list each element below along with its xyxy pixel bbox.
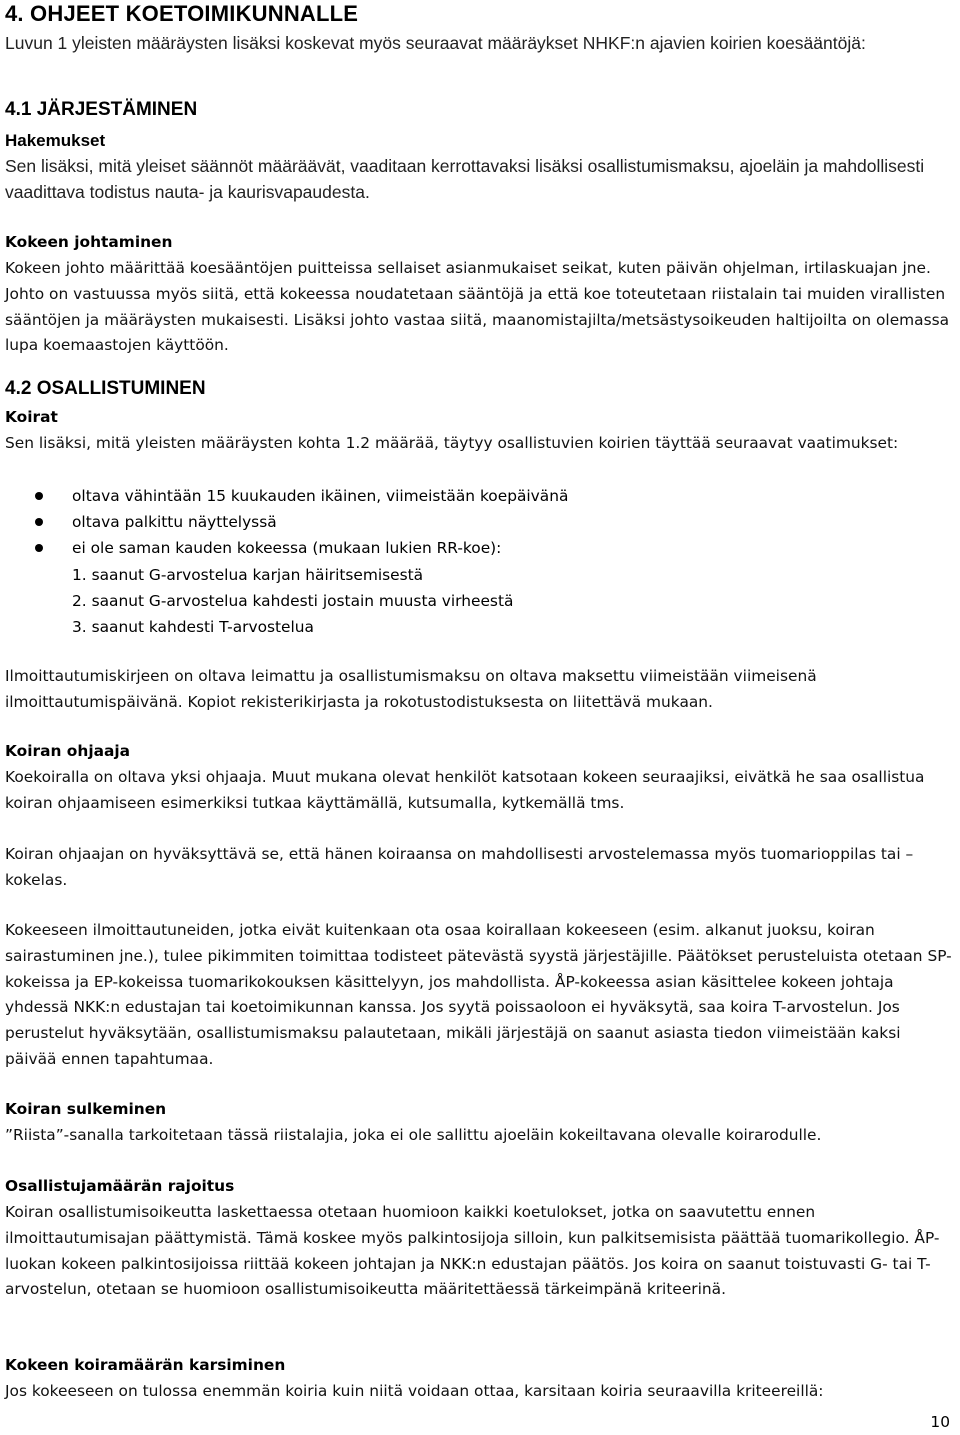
paragraph-koirat: Sen lisäksi, mitä yleisten määräysten kohta 1.2 määrää, täytyy osallistuvien koirien täyttää seuraavat vaatimukset: xyxy=(5,434,899,452)
page-number: 10 xyxy=(930,1413,950,1431)
paragraph-kokeen-johtaminen: Kokeen johto määrittää koesääntöjen puitteissa sellaiset asianmukaiset seikat, kuten päivän ohjelman, irtilaskuajan jne. Johto on vastuussa myös siitä, että kokeessa noudatetaan sääntöjä ja että koe toteutetaan riistalain tai muiden virallisten sääntöjen ja määräysten mukaisesti. Lisäksi johto vastaa siitä, maanomistajilta/metsästysoikeuden haltijoilta on olemassa lupa koemaastojen käyttöön. xyxy=(5,259,950,355)
paragraph-hakemukset: Sen lisäksi, mitä yleiset säännöt määräävät, vaaditaan kerrottavaksi lisäksi osallistumismaksu, ajoeläin ja mahdollisesti vaadittava todistus nauta- ja kaurisvapaudesta. xyxy=(5,156,925,202)
section-heading-osallistuminen: 4.2 OSALLISTUMINEN xyxy=(5,378,206,399)
subheading-koirat: Koirat xyxy=(5,408,58,426)
chapter-heading: 4. OHJEET KOETOIMIKUNNALLE xyxy=(5,1,359,26)
paragraph-ohjaaja-1: Koekoiralla on oltava yksi ohjaaja. Muut mukana olevat henkilöt katsotaan kokeen seuraajiksi, eivätkä he saa osallistua koiran ohjaamiseen esimerkiksi tutkaa käyttämällä, kutsumalla, kytkemällä tms. xyxy=(5,768,925,812)
paragraph-sulkeminen: ”Riista”-sanalla tarkoitetaan tässä riistalajia, joka ei ole sallittu ajoeläin kokeiltavana olevalle koirarodulle. xyxy=(5,1126,822,1144)
bullet-icon xyxy=(35,492,43,500)
paragraph-karsiminen: Jos kokeeseen on tulossa enemmän koiria kuin niitä voidaan ottaa, karsitaan koiria seuraavilla kriteereillä: xyxy=(5,1382,824,1400)
subheading-hakemukset: Hakemukset xyxy=(5,131,106,150)
paragraph-ohjaaja-3: Kokeeseen ilmoittautuneiden, jotka eivät kuitenkaan ota osaa koirallaan kokeeseen (esim. alkanut juoksu, koiran sairastuminen jne.), tulee pikimmiten toimittaa todisteet pätevästä syystä järjestäjille. Päätökset perusteluista otetaan SP-kokeissa ja EP-kokeissa tuomarikokouksen käsittelyyn, jos mahdollista. ÅP-kokeessa asian käsittelee kokeen johtaja yhdessä NKK:n edustajan tai koetoimikunnan kanssa. Jos syytä poissaoloon ei hyväksytä, saa koira T-arvostelun. Jos perustelut hyväksytään, osallistumismaksu palautetaan, mikäli järjestäjä on saanut asiasta tiedon viimeistään kaksi päivää ennen tapahtumaa. xyxy=(5,921,952,1068)
subheading-kokeen-johtaminen: Kokeen johtaminen xyxy=(5,233,173,251)
subheading-osallistujamaaran-rajoitus: Osallistujamäärän rajoitus xyxy=(5,1177,235,1195)
paragraph-ohjaaja-2: Koiran ohjaajan on hyväksyttävä se, että hänen koiraansa on mahdollisesti arvostelemassa myös tuomarioppilas tai –kokelas. xyxy=(5,845,914,889)
chapter-intro: Luvun 1 yleisten määräysten lisäksi koskevat myös seuraavat määräykset NHKF:n ajavien koirien koesääntöjä: xyxy=(5,33,866,53)
section-heading-jarjestaminen: 4.1 JÄRJESTÄMINEN xyxy=(5,99,198,120)
subheading-koiran-sulkeminen: Koiran sulkeminen xyxy=(5,1100,167,1118)
bullet-icon xyxy=(35,544,43,552)
bullet-icon xyxy=(35,518,43,526)
subheading-koiramaaran-karsiminen: Kokeen koiramäärän karsiminen xyxy=(5,1356,286,1374)
paragraph-ilmoittautuminen: Ilmoittautumiskirjeen on oltava leimattu ja osallistumismaksu on oltava maksettu viimeistään viimeisenä ilmoittautumispäivänä. Kopiot rekisterikirjasta ja rokotustodistuksesta on liitettävä mukaan. xyxy=(5,667,817,711)
paragraph-rajoitus: Koiran osallistumisoikeutta laskettaessa otetaan huomioon kaikki koetulokset, jotka on saavutettu ennen ilmoittautumisajan päättymistä. Tämä koskee myös palkintosijoja silloin, kun palkitsemisista päättää tuomarikollegio. ÅP-luokan kokeen palkintosijoissa riittää kokeen johtajan ja NKK:n edustajan päätös. Jos koira on saanut toistuvasti G- tai T-arvostelun, otetaan se huomioon osallistumisoikeutta määritettäessä tärkeimpänä kriteerinä. xyxy=(5,1203,940,1299)
subheading-koiran-ohjaaja: Koiran ohjaaja xyxy=(5,742,131,760)
